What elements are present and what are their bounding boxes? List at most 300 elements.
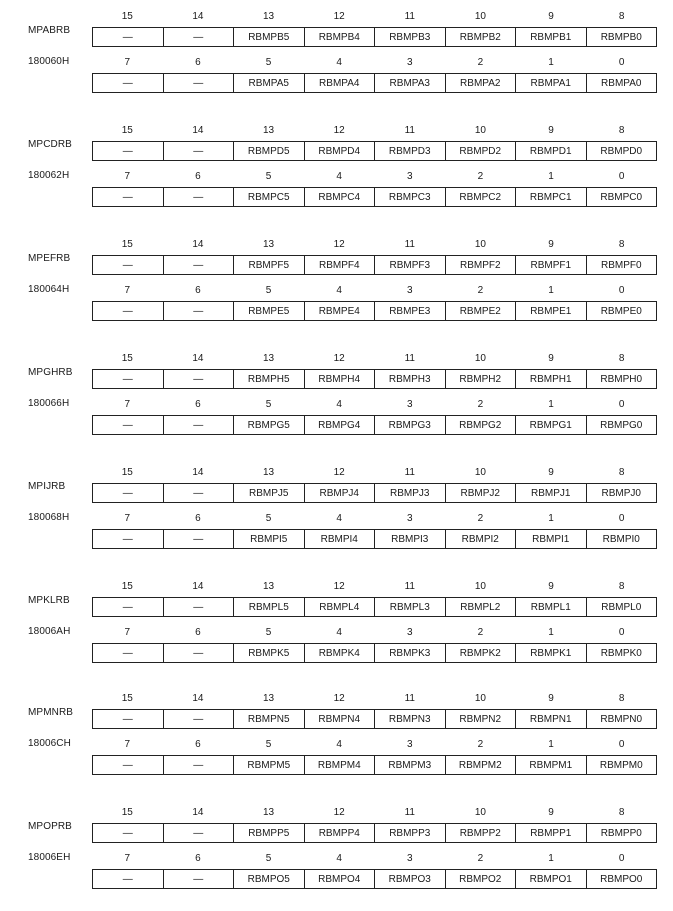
bit-field-cell: RBMPJ5 <box>233 484 304 502</box>
bit-field-cell: RBMPI5 <box>233 530 304 548</box>
bit-number: 10 <box>474 693 486 704</box>
bit-number: 10 <box>474 467 486 478</box>
register-block <box>0 352 673 457</box>
bit-field-cell: — <box>122 713 133 725</box>
bit-field-cell: — <box>122 873 133 885</box>
bit-field-cell: RBMPO5 <box>233 870 304 888</box>
bit-number: 2 <box>477 399 484 410</box>
bit-field-cell: RBMPI4 <box>304 530 375 548</box>
bit-number: 12 <box>333 353 345 364</box>
bit-field-row-low <box>92 529 657 549</box>
bit-number: 5 <box>265 853 272 864</box>
bit-number-row-high <box>92 806 657 820</box>
bit-field-cell: — <box>122 759 133 771</box>
bit-field-cell: — <box>122 419 133 431</box>
bit-number: 2 <box>477 171 484 182</box>
bit-field-cell: — <box>163 644 234 662</box>
bit-field-row-low <box>92 73 657 93</box>
bit-field-cell: RBMPH4 <box>304 370 375 388</box>
bit-field-cell: RBMPC4 <box>304 188 375 206</box>
bit-field-cell: RBMPL3 <box>374 598 445 616</box>
bit-number: 1 <box>548 57 554 68</box>
bit-number: 0 <box>618 739 625 750</box>
bit-field-cell: — <box>122 647 133 659</box>
bit-field-cell: RBMPE4 <box>304 302 375 320</box>
bit-field-row-high <box>92 141 657 161</box>
bit-number: 15 <box>121 11 133 22</box>
bit-number-row-high <box>92 124 657 138</box>
bit-field-cell: RBMPJ3 <box>374 484 445 502</box>
bit-number: 14 <box>192 467 204 478</box>
register-name: MPIJRB <box>28 481 66 492</box>
bit-field-cell: RBMPB1 <box>515 28 586 46</box>
register-address: 180060H <box>28 56 70 67</box>
bit-field-cell: RBMPF2 <box>445 256 516 274</box>
bit-number: 6 <box>195 853 201 864</box>
bit-number: 11 <box>404 467 415 478</box>
bit-field-cell: RBMPN5 <box>233 710 304 728</box>
bit-number: 6 <box>195 513 201 524</box>
bit-field-cell: — <box>122 533 133 545</box>
bit-field-cell: — <box>163 370 234 388</box>
bit-field-cell: RBMPO3 <box>374 870 445 888</box>
bit-field-cell: RBMPF5 <box>233 256 304 274</box>
bit-number: 8 <box>618 693 625 704</box>
bit-field-cell: RBMPI1 <box>515 530 586 548</box>
bit-number-row-low <box>92 284 657 298</box>
register-address: 180066H <box>28 398 70 409</box>
bit-field-cell: — <box>122 191 133 203</box>
bit-number: 6 <box>195 399 201 410</box>
bit-number: 4 <box>336 57 342 68</box>
bit-field-row-high <box>92 597 657 617</box>
bit-number: 0 <box>618 513 625 524</box>
bit-number: 10 <box>474 239 486 250</box>
register-address: 18006EH <box>28 852 71 863</box>
bit-number: 5 <box>265 171 272 182</box>
bit-field-row-high <box>92 823 657 843</box>
bit-field-cell: RBMPC2 <box>445 188 516 206</box>
bit-field-cell: RBMPP0 <box>586 824 657 842</box>
bit-number-row-low <box>92 398 657 412</box>
bit-number: 0 <box>618 57 625 68</box>
bit-number: 13 <box>263 353 275 364</box>
bit-number-row-low <box>92 738 657 752</box>
bit-number: 15 <box>121 353 133 364</box>
bit-number: 10 <box>474 125 486 136</box>
bit-number: 12 <box>333 239 345 250</box>
bit-field-cell: RBMPH1 <box>515 370 586 388</box>
bit-field-cell: RBMPG1 <box>515 416 586 434</box>
bit-number: 4 <box>336 285 342 296</box>
register-name: MPABRB <box>28 25 71 36</box>
bit-field-cell: RBMPM3 <box>374 756 445 774</box>
bit-field-cell: RBMPA4 <box>304 74 375 92</box>
bit-number: 6 <box>195 171 201 182</box>
bit-field-row-high <box>92 255 657 275</box>
bit-field-cell: RBMPC3 <box>374 188 445 206</box>
bit-number: 7 <box>124 399 131 410</box>
bit-number: 14 <box>192 11 204 22</box>
bit-field-cell: — <box>122 487 133 499</box>
bit-field-row-high <box>92 709 657 729</box>
bit-field-cell: RBMPP5 <box>233 824 304 842</box>
bit-number: 3 <box>407 285 413 296</box>
bit-number: 12 <box>333 11 345 22</box>
bit-field-cell: RBMPG2 <box>445 416 516 434</box>
bit-number: 5 <box>265 285 272 296</box>
bit-field-row-low <box>92 869 657 889</box>
bit-field-cell: RBMPJ0 <box>586 484 657 502</box>
register-address: 18006CH <box>28 738 71 749</box>
bit-field-cell: RBMPH3 <box>374 370 445 388</box>
bit-field-cell: RBMPK5 <box>233 644 304 662</box>
bit-field-cell: — <box>163 710 234 728</box>
register-block <box>0 124 673 229</box>
bit-field-cell: RBMPG5 <box>233 416 304 434</box>
register-address: 180062H <box>28 170 70 181</box>
bit-field-cell: RBMPD3 <box>374 142 445 160</box>
bit-field-cell: RBMPK2 <box>445 644 516 662</box>
bit-number: 0 <box>618 853 625 864</box>
bit-field-cell: RBMPD1 <box>515 142 586 160</box>
bit-number: 6 <box>195 739 201 750</box>
bit-number: 13 <box>263 693 275 704</box>
bit-number: 8 <box>618 11 625 22</box>
bit-field-cell: RBMPK4 <box>304 644 375 662</box>
bit-field-cell: — <box>163 302 234 320</box>
register-address: 180068H <box>28 512 70 523</box>
bit-field-row-low <box>92 187 657 207</box>
bit-number: 15 <box>121 581 133 592</box>
bit-field-cell: RBMPE1 <box>515 302 586 320</box>
bit-number: 6 <box>195 627 201 638</box>
bit-field-cell: — <box>163 530 234 548</box>
bit-number: 9 <box>548 467 554 478</box>
bit-number: 13 <box>263 11 275 22</box>
register-block <box>0 466 673 571</box>
bit-field-cell: — <box>122 827 133 839</box>
register-name: MPCDRB <box>28 139 72 150</box>
bit-field-cell: RBMPL5 <box>233 598 304 616</box>
bit-field-cell: RBMPK1 <box>515 644 586 662</box>
bit-number: 7 <box>124 285 131 296</box>
bit-number: 12 <box>333 581 345 592</box>
bit-field-cell: RBMPD4 <box>304 142 375 160</box>
bit-number: 1 <box>548 627 554 638</box>
bit-number: 7 <box>124 513 131 524</box>
bit-number-row-low <box>92 56 657 70</box>
bit-number: 7 <box>124 739 131 750</box>
bit-number: 10 <box>474 581 486 592</box>
bit-field-cell: RBMPB3 <box>374 28 445 46</box>
register-name: MPKLRB <box>28 595 70 606</box>
bit-field-cell: — <box>122 259 133 271</box>
bit-field-cell: — <box>163 598 234 616</box>
bit-number-row-high <box>92 10 657 24</box>
bit-field-cell: RBMPN3 <box>374 710 445 728</box>
bit-field-cell: — <box>163 870 234 888</box>
bit-field-cell: — <box>163 74 234 92</box>
register-block <box>0 238 673 343</box>
bit-field-row-high <box>92 483 657 503</box>
bit-number: 2 <box>477 627 484 638</box>
bit-number: 14 <box>192 693 204 704</box>
bit-field-cell: RBMPH2 <box>445 370 516 388</box>
bit-field-cell: RBMPF4 <box>304 256 375 274</box>
bit-number-row-high <box>92 238 657 252</box>
bit-number: 2 <box>477 513 484 524</box>
bit-field-cell: RBMPM5 <box>233 756 304 774</box>
bit-number: 5 <box>265 739 272 750</box>
bit-number: 1 <box>548 171 554 182</box>
bit-number: 1 <box>548 853 554 864</box>
bit-field-cell: RBMPH0 <box>586 370 657 388</box>
bit-field-cell: — <box>122 373 133 385</box>
bit-number: 2 <box>477 57 484 68</box>
bit-field-cell: RBMPE5 <box>233 302 304 320</box>
bit-number: 2 <box>477 853 484 864</box>
bit-number: 13 <box>263 581 275 592</box>
bit-field-cell: — <box>163 256 234 274</box>
bit-number: 8 <box>618 239 625 250</box>
bit-field-cell: RBMPA1 <box>515 74 586 92</box>
bit-number: 11 <box>404 581 415 592</box>
bit-field-cell: RBMPK0 <box>586 644 657 662</box>
bit-field-cell: RBMPJ1 <box>515 484 586 502</box>
bit-number: 1 <box>548 513 554 524</box>
bit-number: 11 <box>404 693 415 704</box>
bit-field-row-low <box>92 643 657 663</box>
bit-number-row-high <box>92 466 657 480</box>
bit-number: 3 <box>407 853 413 864</box>
register-block <box>0 806 673 911</box>
bit-field-cell: RBMPD5 <box>233 142 304 160</box>
bit-number: 15 <box>121 693 133 704</box>
bit-number: 8 <box>618 125 625 136</box>
bit-field-cell: RBMPA0 <box>586 74 657 92</box>
bit-number: 0 <box>618 627 625 638</box>
register-block <box>0 692 673 797</box>
bit-number: 11 <box>404 11 415 22</box>
bit-number: 6 <box>195 285 201 296</box>
bit-field-cell: RBMPP2 <box>445 824 516 842</box>
bit-field-cell: RBMPD0 <box>586 142 657 160</box>
bit-field-cell: RBMPE0 <box>586 302 657 320</box>
bit-number: 14 <box>192 807 204 818</box>
bit-number: 3 <box>407 627 413 638</box>
register-name: MPGHRB <box>28 367 73 378</box>
bit-number: 14 <box>192 239 204 250</box>
bit-field-cell: RBMPJ4 <box>304 484 375 502</box>
bit-number-row-low <box>92 626 657 640</box>
bit-field-row-low <box>92 301 657 321</box>
bit-number: 15 <box>121 467 133 478</box>
bit-number: 14 <box>192 125 204 136</box>
bit-number-row-high <box>92 580 657 594</box>
bit-number-row-high <box>92 692 657 706</box>
bit-field-cell: RBMPO4 <box>304 870 375 888</box>
bit-field-cell: RBMPM4 <box>304 756 375 774</box>
bit-field-cell: — <box>163 142 234 160</box>
register-block <box>0 10 673 115</box>
bit-field-cell: RBMPH5 <box>233 370 304 388</box>
bit-field-cell: — <box>163 484 234 502</box>
bit-field-cell: RBMPB4 <box>304 28 375 46</box>
bit-field-cell: RBMPN4 <box>304 710 375 728</box>
bit-number: 5 <box>265 513 272 524</box>
bit-number: 1 <box>548 399 554 410</box>
bit-field-cell: RBMPD2 <box>445 142 516 160</box>
bit-field-cell: RBMPK3 <box>374 644 445 662</box>
bit-number: 7 <box>124 171 131 182</box>
bit-number: 4 <box>336 627 342 638</box>
bit-number: 8 <box>618 807 625 818</box>
bit-number: 15 <box>121 239 133 250</box>
bit-number: 12 <box>333 807 345 818</box>
bit-number: 9 <box>548 125 554 136</box>
bit-field-cell: — <box>163 756 234 774</box>
register-address: 180064H <box>28 284 70 295</box>
bit-field-cell: RBMPC0 <box>586 188 657 206</box>
bit-number-row-low <box>92 852 657 866</box>
bit-number: 8 <box>618 353 625 364</box>
bit-number: 0 <box>618 171 625 182</box>
bit-field-cell: — <box>163 28 234 46</box>
bit-number: 15 <box>121 807 133 818</box>
bit-field-cell: RBMPL0 <box>586 598 657 616</box>
bit-number: 3 <box>407 171 413 182</box>
bit-number: 5 <box>265 627 272 638</box>
bit-number: 10 <box>474 353 486 364</box>
bit-field-cell: RBMPB2 <box>445 28 516 46</box>
bit-field-row-high <box>92 27 657 47</box>
bit-number: 5 <box>265 57 272 68</box>
bit-field-cell: — <box>122 601 133 613</box>
bit-field-cell: — <box>163 188 234 206</box>
bit-field-cell: RBMPG0 <box>586 416 657 434</box>
bit-field-cell: RBMPO1 <box>515 870 586 888</box>
bit-number: 3 <box>407 399 413 410</box>
bit-field-row-high <box>92 369 657 389</box>
bit-number: 9 <box>548 239 554 250</box>
bit-field-row-low <box>92 415 657 435</box>
bit-field-cell: RBMPI3 <box>374 530 445 548</box>
bit-field-cell: RBMPC5 <box>233 188 304 206</box>
bit-number: 11 <box>404 125 415 136</box>
bit-number: 11 <box>404 807 415 818</box>
bit-number: 9 <box>548 581 554 592</box>
bit-number: 11 <box>404 353 415 364</box>
bit-field-cell: RBMPG4 <box>304 416 375 434</box>
bit-field-cell: RBMPO0 <box>586 870 657 888</box>
bit-number: 3 <box>407 739 413 750</box>
bit-field-cell: RBMPO2 <box>445 870 516 888</box>
bit-number: 2 <box>477 285 484 296</box>
bit-number: 10 <box>474 11 486 22</box>
bit-number: 0 <box>618 285 625 296</box>
bit-field-cell: RBMPI2 <box>445 530 516 548</box>
bit-field-cell: RBMPA3 <box>374 74 445 92</box>
bit-number: 4 <box>336 853 342 864</box>
bit-number: 4 <box>336 171 342 182</box>
bit-field-cell: RBMPJ2 <box>445 484 516 502</box>
bit-field-cell: — <box>163 416 234 434</box>
bit-number: 13 <box>263 807 275 818</box>
bit-field-cell: RBMPG3 <box>374 416 445 434</box>
bit-field-cell: RBMPB0 <box>586 28 657 46</box>
bit-number: 7 <box>124 627 131 638</box>
bit-number: 5 <box>265 399 272 410</box>
bit-field-cell: RBMPP1 <box>515 824 586 842</box>
bit-field-cell: RBMPC1 <box>515 188 586 206</box>
bit-number: 4 <box>336 739 342 750</box>
bit-number: 1 <box>548 285 554 296</box>
bit-field-cell: — <box>163 824 234 842</box>
bit-number: 9 <box>548 353 554 364</box>
bit-field-cell: RBMPM2 <box>445 756 516 774</box>
bit-field-cell: — <box>122 77 133 89</box>
bit-number: 2 <box>477 739 484 750</box>
bit-number: 1 <box>548 739 554 750</box>
bit-number: 13 <box>263 467 275 478</box>
bit-field-cell: RBMPF0 <box>586 256 657 274</box>
bit-field-cell: RBMPL4 <box>304 598 375 616</box>
bit-number: 7 <box>124 853 131 864</box>
bit-field-cell: RBMPN1 <box>515 710 586 728</box>
bit-number: 8 <box>618 581 625 592</box>
bit-number: 8 <box>618 467 625 478</box>
register-name: MPOPRB <box>28 821 72 832</box>
bit-number: 9 <box>548 693 554 704</box>
bit-field-cell: — <box>122 145 133 157</box>
bit-field-cell: RBMPN0 <box>586 710 657 728</box>
bit-number: 11 <box>404 239 415 250</box>
bit-number: 15 <box>121 125 133 136</box>
bit-number: 13 <box>263 125 275 136</box>
bit-field-cell: RBMPF3 <box>374 256 445 274</box>
register-address: 18006AH <box>28 626 71 637</box>
bit-field-row-low <box>92 755 657 775</box>
bit-number: 3 <box>407 57 413 68</box>
bit-field-cell: — <box>122 305 133 317</box>
bit-field-cell: RBMPB5 <box>233 28 304 46</box>
bit-field-cell: — <box>122 31 133 43</box>
bit-field-cell: RBMPN2 <box>445 710 516 728</box>
bit-number: 6 <box>195 57 201 68</box>
bit-number: 10 <box>474 807 486 818</box>
bit-field-cell: RBMPE2 <box>445 302 516 320</box>
bit-field-cell: RBMPA2 <box>445 74 516 92</box>
register-name: MPEFRB <box>28 253 71 264</box>
bit-field-cell: RBMPP3 <box>374 824 445 842</box>
bit-number: 13 <box>263 239 275 250</box>
bit-field-cell: RBMPL1 <box>515 598 586 616</box>
bit-field-cell: RBMPL2 <box>445 598 516 616</box>
bit-number: 3 <box>407 513 413 524</box>
bit-number-row-low <box>92 512 657 526</box>
bit-number: 0 <box>618 399 625 410</box>
bit-number: 9 <box>548 807 554 818</box>
bit-number: 14 <box>192 581 204 592</box>
bit-field-cell: RBMPM0 <box>586 756 657 774</box>
bit-number: 9 <box>548 11 554 22</box>
bit-number-row-low <box>92 170 657 184</box>
bit-field-cell: RBMPI0 <box>586 530 657 548</box>
bit-field-cell: RBMPF1 <box>515 256 586 274</box>
bit-field-cell: RBMPP4 <box>304 824 375 842</box>
bit-number: 14 <box>192 353 204 364</box>
